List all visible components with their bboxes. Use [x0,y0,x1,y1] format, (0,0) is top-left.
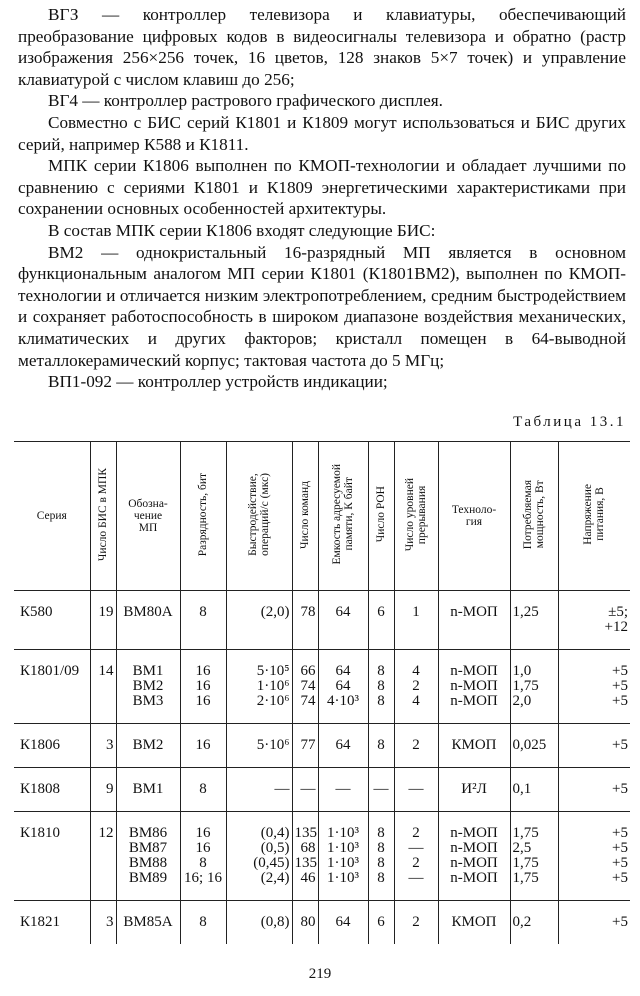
cell-value: +12 [604,619,628,635]
table-header-row [14,442,630,591]
cell-value: ВМ1 [132,663,164,679]
cell-bit-width [180,901,226,945]
cell-technology [438,591,510,650]
paragraph: ВГЗ — контроллер телевизора и клавиатуры, обеспечивающий преобразование цифровых кодов в видеосигналы телевизора и обратно (растр изображения 256×256 точек, 16 цветов, 128 знаков 5×7 точек) и управление клавиатурой с числом клавиш до 256; [18,5,626,89]
cell-value: 2 [412,914,420,930]
cell-value: (0,4) [260,825,290,841]
cell-memory-capacity [318,724,368,768]
cell-bit-width [180,591,226,650]
cell-register-count [368,768,394,812]
table-row [14,650,630,724]
cell-value: n-МОП [450,663,498,679]
cell-value: ВМ87 [128,840,168,856]
cell-power [510,591,558,650]
cell-value: — [335,781,351,797]
cell-register-count [368,724,394,768]
cell-value: ВМ88 [128,855,168,871]
cell-value: 135 [294,825,317,841]
cell-series: К1806 [14,724,90,768]
cell-command-count [292,591,318,650]
header-designation: Обозна- чение МП [116,442,180,591]
header-command-count: Число команд [292,442,318,591]
cell-value: 78 [300,604,316,620]
cell-power [510,812,558,901]
cell-value: 68 [300,840,316,856]
table-row [14,812,630,901]
cell-chip-count: 9 [90,768,116,812]
cell-value: 66 [300,663,316,679]
cell-memory-capacity [318,591,368,650]
cell-chip-count: 3 [90,901,116,945]
cell-value: 8 [199,781,207,797]
cell-value: 16 [195,678,211,694]
cell-designation [116,591,180,650]
cell-value: ±5; [608,604,628,620]
cell-technology [438,650,510,724]
cell-speed [226,812,292,901]
cell-value: +5 [612,825,628,841]
cell-value: n-МОП [450,678,498,694]
cell-value: +5 [612,781,628,797]
cell-value: n-МОП [450,693,498,709]
cell-value: (0,5) [260,840,290,856]
cell-voltage [558,650,630,724]
cell-register-count [368,812,394,901]
page-number: 219 [308,966,332,982]
header-voltage: Напряжение питания, В [558,442,630,591]
cell-value: ВМ3 [132,693,164,709]
cell-chip-count: 3 [90,724,116,768]
cell-value: 80 [300,914,316,930]
table-row [14,768,630,812]
cell-value: 1 [412,604,420,620]
cell-value: 2,0 [512,693,532,709]
cell-value: 6 [377,604,385,620]
cell-bit-width [180,650,226,724]
header-power: Потребляемая мощность, Вт [510,442,558,591]
cell-value: 16 [195,825,211,841]
cell-value: 135 [294,855,317,871]
cell-value: 16 [195,840,211,856]
cell-value: +5 [612,840,628,856]
cell-value: ВМ80А [123,604,173,620]
cell-bit-width [180,812,226,901]
cell-voltage [558,724,630,768]
cell-value: n-МОП [450,840,498,856]
cell-value: 64 [335,678,351,694]
cell-value: +5 [612,870,628,886]
cell-interrupt-levels [394,650,438,724]
cell-value: 5·10⁵ [256,663,290,679]
cell-value: 1,75 [512,825,539,841]
cell-value: — [274,781,290,797]
cell-value: 74 [300,693,316,709]
cell-value: n-МОП [450,825,498,841]
cell-designation [116,650,180,724]
cell-power [510,724,558,768]
cell-value: 8 [199,914,207,930]
cell-value: 8 [377,678,385,694]
cell-value: +5 [612,663,628,679]
cell-bit-width [180,768,226,812]
cell-value: n-МОП [450,604,498,620]
table-row [14,591,630,650]
cell-value: +5 [612,678,628,694]
cell-interrupt-levels [394,768,438,812]
cell-value: ВМ2 [132,678,164,694]
header-bit-width: Разрядность, бит [180,442,226,591]
header-series: Серия [14,442,90,591]
cell-value: — [300,781,316,797]
cell-value: 0,2 [512,914,532,930]
cell-value: 1·10³ [327,870,359,886]
cell-value: +5 [612,693,628,709]
cell-value: 8 [377,663,385,679]
cell-power [510,768,558,812]
cell-value: 74 [300,678,316,694]
cell-series: К1808 [14,768,90,812]
paragraph: ВП1-092 — контроллер устройств индикации; [48,372,388,392]
cell-interrupt-levels [394,812,438,901]
cell-value: 64 [335,737,351,753]
cell-interrupt-levels [394,901,438,945]
cell-register-count [368,591,394,650]
cell-value: n-МОП [450,855,498,871]
cell-value: КМОП [451,914,497,930]
cell-value: 64 [335,663,351,679]
cell-value: 0,025 [512,737,547,753]
paragraph: В состав МПК серии К1806 входят следующие БИС: [48,220,436,240]
cell-value: 8 [377,870,385,886]
cell-value: 1,75 [512,870,539,886]
cell-value: (0,45) [253,855,290,871]
cell-value: 2 [412,678,420,694]
table-caption: Таблица 13.1 [513,414,626,430]
cell-speed [226,901,292,945]
cell-value: 16 [195,693,211,709]
cell-value: 1,75 [512,678,539,694]
cell-value: 6 [377,914,385,930]
cell-voltage [558,768,630,812]
cell-designation [116,812,180,901]
cell-value: 1·10⁶ [256,678,290,694]
cell-speed [226,768,292,812]
cell-series: К580 [14,591,90,650]
cell-register-count [368,650,394,724]
cell-value: +5 [612,855,628,871]
cell-speed [226,724,292,768]
cell-value: ВМ1 [132,781,164,797]
cell-command-count [292,650,318,724]
table-row [14,901,630,945]
cell-value: КМОП [451,737,497,753]
cell-value: 8 [377,840,385,856]
cell-value: 77 [300,737,316,753]
cell-chip-count: 14 [90,650,116,724]
cell-value: — [408,840,424,856]
cell-technology [438,768,510,812]
cell-value: 8 [377,855,385,871]
cell-chip-count: 19 [90,591,116,650]
cell-value: 2 [412,825,420,841]
table-row [14,724,630,768]
header-memory-capacity: Емкость адресуемой памяти, К байт [318,442,368,591]
data-table [14,441,630,944]
cell-value: 64 [335,914,351,930]
cell-memory-capacity [318,901,368,945]
cell-power [510,901,558,945]
cell-value: 1·10³ [327,855,359,871]
cell-memory-capacity [318,650,368,724]
cell-value: 16 [195,663,211,679]
cell-value: 4·10³ [327,693,359,709]
paragraph: ВМ2 — однокристальный 16-разрядный МП является в основном функциональным аналогом МП серии К1801 (К1801ВМ2), выполнен по КМОП-технологии и отличается низким электропотреблением, средним быстродействием и сохраняет работоспособность в широком диапазоне воздействия механических, климатических и других факторов; кристалл помещен в 64-выводной металлокерамический корпус; тактовая частота до 5 МГц; [18,242,626,370]
cell-memory-capacity [318,812,368,901]
body-text [18,4,626,393]
cell-designation [116,768,180,812]
cell-value: (2,0) [260,604,290,620]
cell-value: — [408,870,424,886]
header-chip-count: Число БИС в МПК [90,442,116,591]
paragraph: Совместно с БИС серий К1801 и К1809 могут использоваться и БИС других серий, например К588 и К1811. [18,112,626,154]
cell-series: К1810 [14,812,90,901]
cell-value: 8 [377,693,385,709]
cell-value: 0,1 [512,781,532,797]
paragraph: ВГ4 — контроллер растрового графического дисплея. [48,91,443,111]
cell-memory-capacity [318,768,368,812]
cell-interrupt-levels [394,724,438,768]
cell-voltage [558,591,630,650]
cell-value: 1,75 [512,855,539,871]
cell-value: 1,25 [512,604,539,620]
cell-value: 64 [335,604,351,620]
cell-value: 4 [412,663,420,679]
cell-interrupt-levels [394,591,438,650]
cell-technology [438,901,510,945]
cell-value: И²Л [461,781,487,797]
cell-value: (2,4) [260,870,290,886]
cell-value: 1·10³ [327,825,359,841]
cell-bit-width [180,724,226,768]
cell-value: 4 [412,693,420,709]
cell-value: +5 [612,737,628,753]
cell-voltage [558,901,630,945]
cell-register-count [368,901,394,945]
cell-speed [226,650,292,724]
cell-command-count [292,724,318,768]
cell-voltage [558,812,630,901]
cell-series: К1821 [14,901,90,945]
cell-command-count [292,901,318,945]
cell-technology [438,812,510,901]
cell-value: n-МОП [450,870,498,886]
cell-value: 8 [199,855,207,871]
cell-value: 8 [377,737,385,753]
cell-value: 2,5 [512,840,532,856]
cell-command-count [292,768,318,812]
table-body [14,591,630,945]
cell-value: 16; 16 [184,870,222,886]
header-register-count: Число РОН [368,442,394,591]
cell-command-count [292,812,318,901]
cell-value: ВМ85А [123,914,173,930]
cell-value: +5 [612,914,628,930]
header-technology: Техноло- гия [438,442,510,591]
cell-designation [116,901,180,945]
cell-power [510,650,558,724]
cell-value: 1,0 [512,663,532,679]
header-interrupt-levels: Число уровней прерывания [394,442,438,591]
cell-value: 16 [195,737,211,753]
cell-value: 2·10⁶ [256,693,290,709]
cell-value: (0,8) [260,914,290,930]
cell-designation [116,724,180,768]
cell-value: — [373,781,389,797]
cell-value: 46 [300,870,316,886]
cell-value: 5·10⁶ [256,737,290,753]
cell-value: ВМ2 [132,737,164,753]
header-speed: Быстродействие, операций/с (мкс) [226,442,292,591]
cell-value: 2 [412,737,420,753]
cell-value: ВМ89 [128,870,168,886]
cell-value: 1·10³ [327,840,359,856]
cell-value: 2 [412,855,420,871]
cell-technology [438,724,510,768]
cell-chip-count: 12 [90,812,116,901]
cell-series: К1801/09 [14,650,90,724]
paragraph: МПК серии К1806 выполнен по КМОП-технологии и обладает лучшими по сравнению с сериями К1801 и К1809 энергетическими характеристиками при сохранении основных особенностей архитектуры. [18,156,626,219]
cell-value: — [408,781,424,797]
cell-speed [226,591,292,650]
cell-value: 8 [377,825,385,841]
cell-value: 8 [199,604,207,620]
cell-value: ВМ86 [128,825,168,841]
